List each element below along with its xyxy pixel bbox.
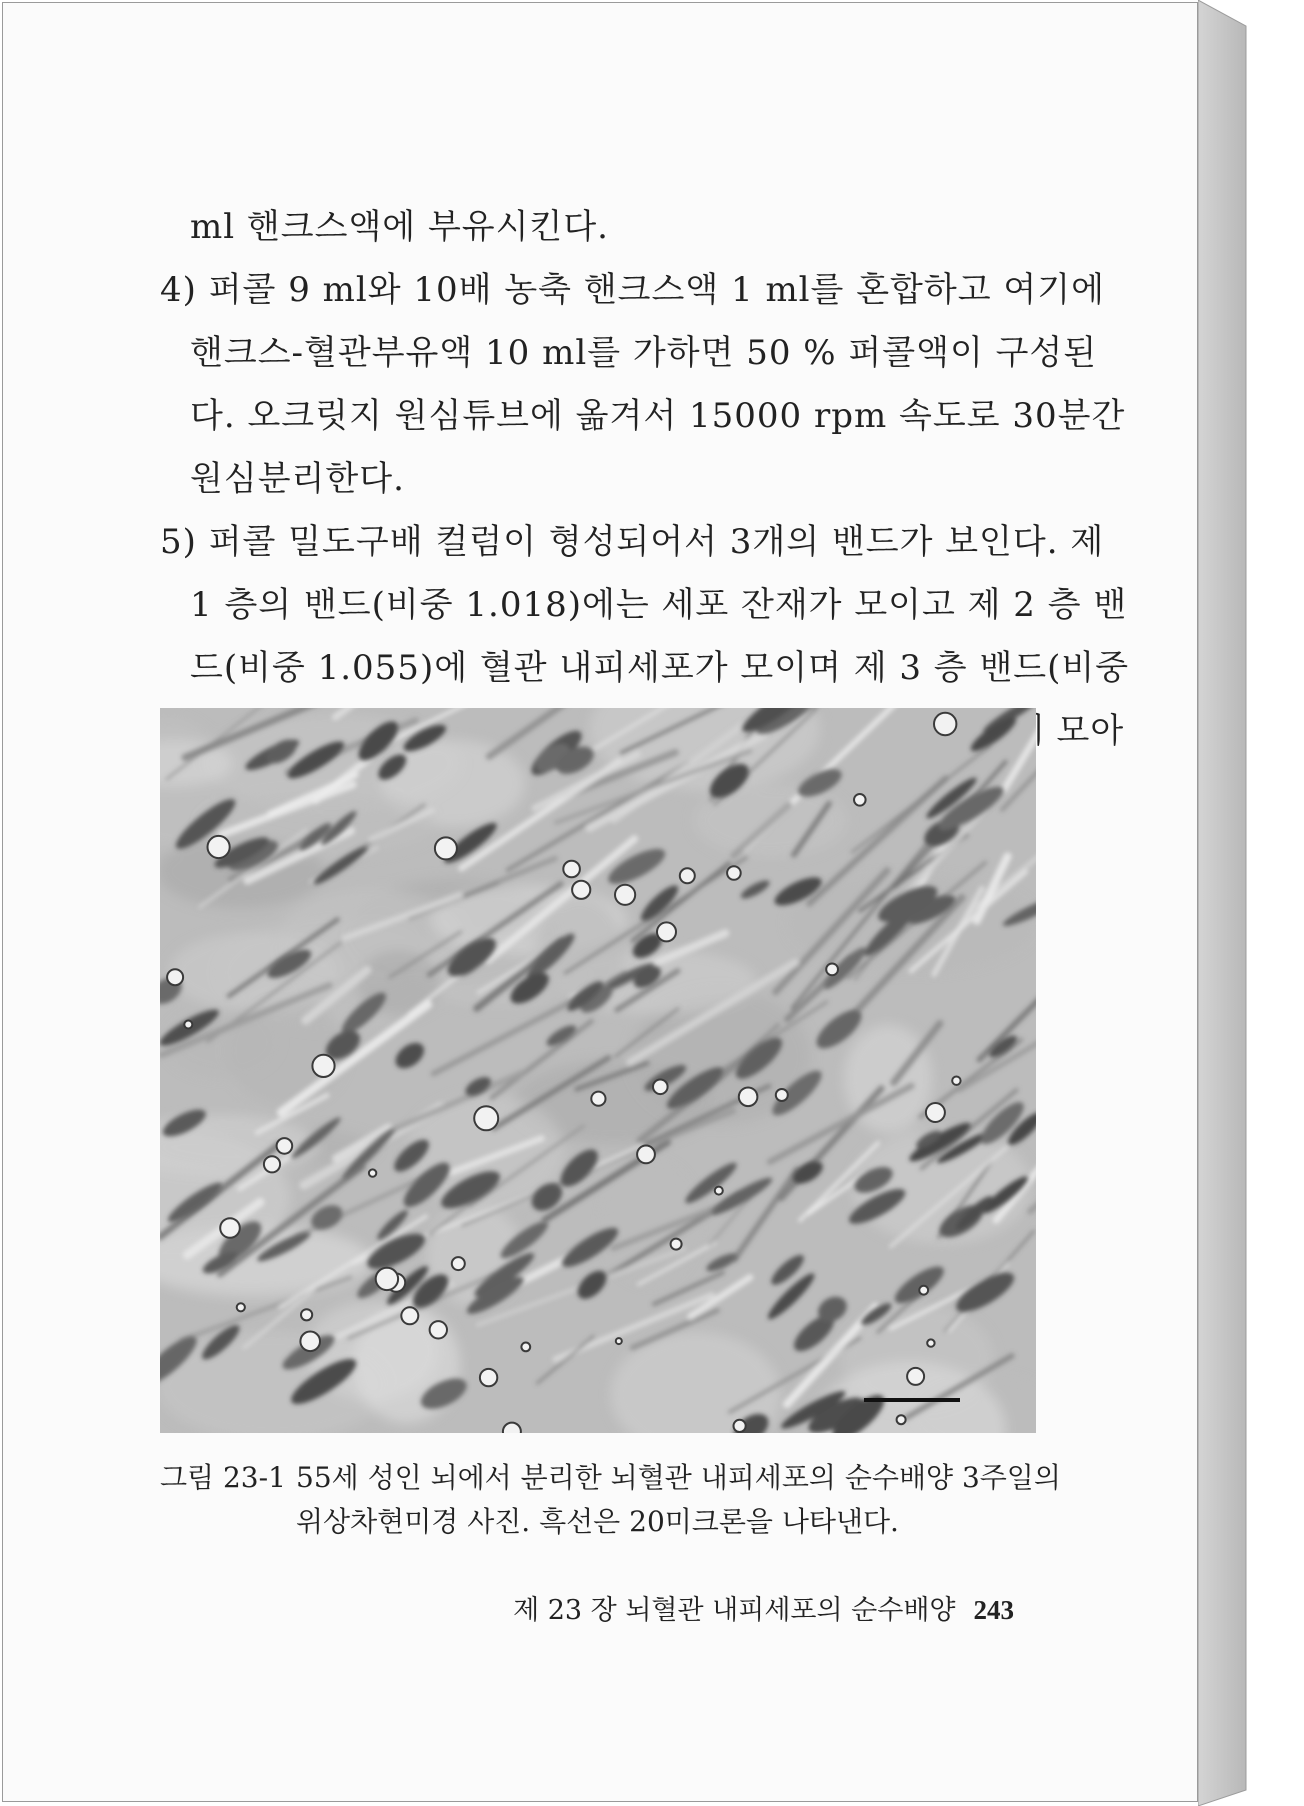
body-line: 4) 퍼콜 9 ml와 10배 농축 핸크스액 1 ml를 혼합하고 여기에 xyxy=(160,270,1105,310)
running-footer xyxy=(513,1588,1014,1627)
body-line: 5) 퍼콜 밀도구배 컬럼이 형성되어서 3개의 밴드가 보인다. 제 xyxy=(160,522,1105,562)
chapter-title: 제 23 장 뇌혈관 내피세포의 순수배양 xyxy=(513,1595,956,1626)
body-line: 드(비중 1.055)에 혈관 내피세포가 모이며 제 3 층 밴드(비중 xyxy=(190,648,1130,688)
phase-contrast-micrograph xyxy=(160,708,1036,1433)
caption-line: 위상차현미경 사진. 흑선은 20미크론을 나타낸다. xyxy=(296,1505,899,1538)
body-line: 핸크스-혈관부유액 10 ml를 가하면 50 % 퍼콜액이 구성된 xyxy=(190,333,1098,373)
book-page-edge xyxy=(1198,0,1304,1806)
body-line: 원심분리한다. xyxy=(190,459,405,499)
page-number: 243 xyxy=(973,1595,1014,1625)
figure-label: 그림 23-1 xyxy=(160,1461,286,1494)
micrograph-figure xyxy=(160,708,1036,1433)
body-line: 1 층의 밴드(비중 1.018)에는 세포 잔재가 모이고 제 2 층 밴 xyxy=(190,585,1128,625)
body-line: ml 핸크스액에 부유시킨다. xyxy=(190,207,609,247)
body-text xyxy=(160,196,1130,763)
caption-line: 55세 성인 뇌에서 분리한 뇌혈관 내피세포의 순수배양 3주일의 xyxy=(296,1461,1061,1494)
body-line: 다. 오크릿지 원심튜브에 옮겨서 15000 rpm 속도로 30분간 xyxy=(190,396,1126,436)
